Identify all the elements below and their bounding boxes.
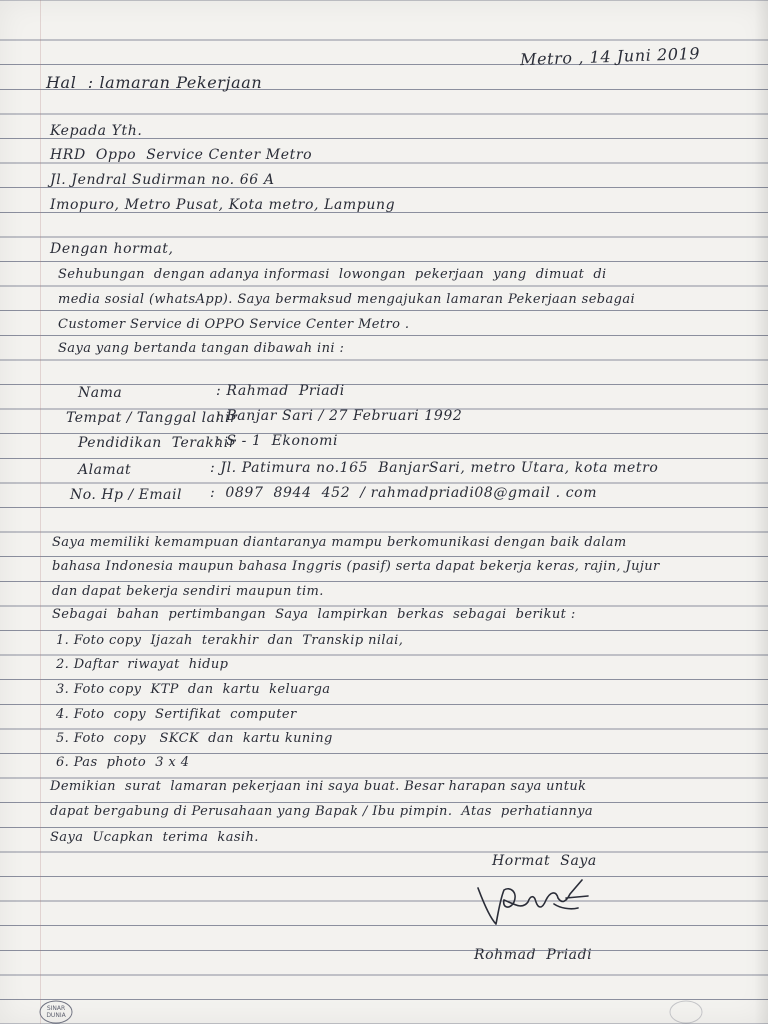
paper-edge-shadow bbox=[754, 0, 768, 1024]
field-label-address: Alamat bbox=[78, 462, 132, 478]
closing-line: Saya Ucapkan terima kasih. bbox=[50, 830, 259, 845]
greeting: Dengan hormat, bbox=[50, 241, 174, 257]
field-value-education: : S - 1 Ekonomi bbox=[216, 433, 339, 449]
body-line: dan dapat bekerja sendiri maupun tim. bbox=[52, 584, 324, 599]
signer-name: Rohmad Priadi bbox=[474, 947, 593, 963]
sign-off: Hormat Saya bbox=[492, 853, 597, 869]
field-label-education: Pendidikan Terakhir bbox=[78, 435, 236, 451]
place-date: Metro , 14 Juni 2019 bbox=[519, 43, 701, 70]
body-line: Saya memiliki kemampuan diantaranya mampu berkomunikasi dengan baik dalam bbox=[52, 535, 627, 550]
closing-line: Demikian surat lamaran pekerjaan ini saya buat. Besar harapan saya untuk bbox=[50, 779, 587, 794]
logo-text: SINAR bbox=[46, 1005, 66, 1012]
attachment-item: 6. Pas photo 3 x 4 bbox=[56, 755, 190, 770]
attachment-item: 1. Foto copy Ijazah terakhir dan Transkip nilai, bbox=[56, 633, 404, 648]
field-label-name: Nama bbox=[78, 385, 123, 401]
intro-line: Saya yang bertanda tangan dibawah ini : bbox=[58, 341, 345, 356]
recipient-line: Kepada Yth. bbox=[50, 123, 143, 139]
paper-brand-logo bbox=[38, 998, 74, 1024]
subject-line: Hal : lamaran Pekerjaan bbox=[46, 73, 263, 92]
field-value-address: : Jl. Patimura no.165 BanjarSari, metro Utara, kota metro bbox=[210, 460, 659, 476]
intro-line: Sehubungan dengan adanya informasi lowongan pekerjaan yang dimuat di bbox=[58, 267, 607, 282]
attachment-item: 2. Daftar riwayat hidup bbox=[56, 657, 229, 672]
signature bbox=[470, 874, 600, 934]
field-label-contact: No. Hp / Email bbox=[70, 487, 182, 503]
margin-line bbox=[40, 0, 41, 1024]
field-value-contact: : 0897 8944 452 / rahmadpriadi08@gmail . com bbox=[210, 485, 598, 501]
field-label-birth: Tempat / Tanggal lahir bbox=[66, 410, 238, 426]
attachment-item: 5. Foto copy SKCK dan kartu kuning bbox=[56, 731, 333, 746]
logo-text: DUNIA bbox=[46, 1012, 66, 1019]
recipient-line: Jl. Jendral Sudirman no. 66 A bbox=[50, 172, 275, 188]
intro-line: media sosial (whatsApp). Saya bermaksud mengajukan lamaran Pekerjaan sebagai bbox=[58, 292, 636, 307]
field-value-birth: : Banjar Sari / 27 Februari 1992 bbox=[216, 408, 463, 424]
recipient-line: Imopuro, Metro Pusat, Kota metro, Lampung bbox=[50, 197, 396, 213]
closing-line: dapat bergabung di Perusahaan yang Bapak / Ibu pimpin. Atas perhatiannya bbox=[50, 804, 594, 819]
recipient-line: HRD Oppo Service Center Metro bbox=[50, 147, 313, 163]
intro-line: Customer Service di OPPO Service Center Metro . bbox=[58, 317, 410, 332]
attachment-item: 3. Foto copy KTP dan kartu keluarga bbox=[56, 682, 331, 697]
field-value-name: : Rahmad Priadi bbox=[216, 383, 345, 399]
attachment-item: 4. Foto copy Sertifikat computer bbox=[56, 707, 297, 722]
paper-brand-mark bbox=[668, 998, 704, 1024]
body-line: bahasa Indonesia maupun bahasa Inggris (pasif) serta dapat bekerja keras, rajin, Jujur bbox=[52, 559, 660, 574]
body-line: Sebagai bahan pertimbangan Saya lampirkan berkas sebagai berikut : bbox=[52, 607, 576, 622]
